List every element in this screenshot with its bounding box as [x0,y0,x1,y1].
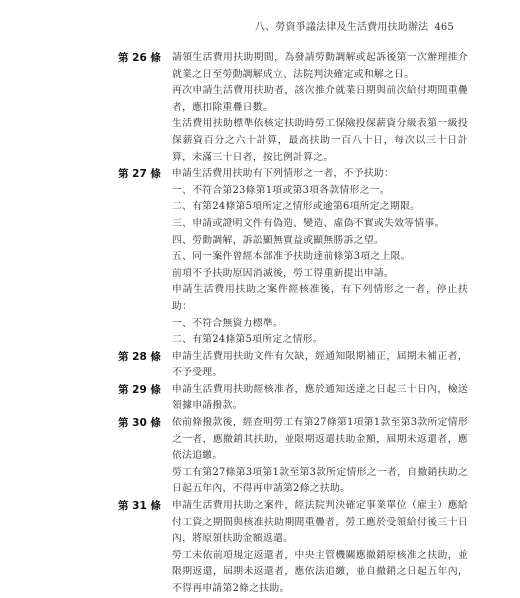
article [0,349,520,382]
article-paragraph: 四、勞動調解，訴訟顯無實益或顯無勝訴之望。 [172,234,385,246]
article [0,382,520,415]
article [0,50,520,166]
article-number: 第 29 條 [118,383,161,396]
article-text [172,382,468,415]
article-paragraph: 前項不予扶助原因消滅後，勞工得重新提出申請。 [172,267,395,279]
article [0,166,520,349]
article-text [172,349,468,382]
article-paragraph: 一、不符合第23條第1項或第3項各款情形之一。 [172,184,390,196]
article-text [172,50,468,166]
article-paragraph: 二、有第24條第5項所定之情形或逾第6項所定之期限。 [172,201,421,213]
article-number: 第 28 條 [118,350,161,363]
article-number: 第 30 條 [118,417,161,430]
article-list [0,50,520,598]
article-text [172,498,468,598]
article [0,498,520,598]
article-paragraph: 生活費用扶助標準依核定扶助時勞工保險投保薪資分級表第一級投保薪資百分之六十計算，最高扶助一百八十日，每次以三十日計算，未滿三十日者，按比例計算之。 [172,118,468,163]
article-paragraph: 申請生活費用扶助之案件經核准後，有下列情形之一者，停止扶助： [172,284,468,312]
article-number: 第 27 條 [118,168,161,181]
running-header [255,18,454,33]
article-number: 第 31 條 [118,500,161,513]
article-paragraph: 勞工未依前項規定返還者，中央主管機關應撤銷原核准之扶助，並限期返還，屆期未返還者，應依法追繳，並自撤銷之日起五年內，不得再申請第2條之扶助。 [172,549,468,594]
article-paragraph: 申請生活費用扶助之案件，經法院判決確定事業單位（雇主）應給付工資之期間與核准扶助期間重疊者，勞工應於受領給付後三十日內，將原領扶助金額返還。 [172,500,468,545]
article-paragraph: 五、同一案件曾經本部准予扶助達前條第3項之上限。 [172,251,411,263]
article-paragraph: 依前條撥款後，經查明勞工有第27條第1項第1款至第3款所定情形之一者，應撤銷其扶助，並限期返還扶助金額，屆期未返還者，應依法追繳。 [172,417,468,462]
article-paragraph: 一、不符合無資力標準。 [172,317,284,329]
article-paragraph: 再次申請生活費用扶助者，該次推介就業日期與前次給付期間重疊者，應扣除重疊日數。 [172,85,468,113]
article-paragraph: 三、申請或證明文件有偽造、變造、虛偽不實或失效等情事。 [172,217,445,229]
article-paragraph: 申請生活費用扶助有下列情形之一者，不予扶助： [172,168,395,180]
article-paragraph: 申請生活費用扶助經核准者，應於通知送達之日起三十日內，檢送領據申請撥款。 [172,383,468,412]
article [0,415,520,498]
running-title: 八、勞資爭議法律及生活費用扶助辦法 [254,22,429,33]
page-number: 465 [434,22,454,33]
article-paragraph: 勞工有第27條第3項第1款至第3款所定情形之一者，自撤銷扶助之日起五年內，不得再申請第2條之扶助。 [172,466,468,495]
article-number: 第 26 條 [118,52,161,64]
article-paragraph: 申請生活費用扶助文件有欠缺，經通知限期補正，屆期未補正者，不予受理。 [172,350,468,379]
article-paragraph: 請領生活費用扶助期間，為發請勞動調解或起訴後第一次辦理推介就業之日至勞動調解成立、法院判決確定或和解之日。 [172,52,468,80]
article-text [172,415,468,498]
article-paragraph: 二、有第24條第5項所定之情形。 [172,334,323,346]
article-text [172,166,468,349]
